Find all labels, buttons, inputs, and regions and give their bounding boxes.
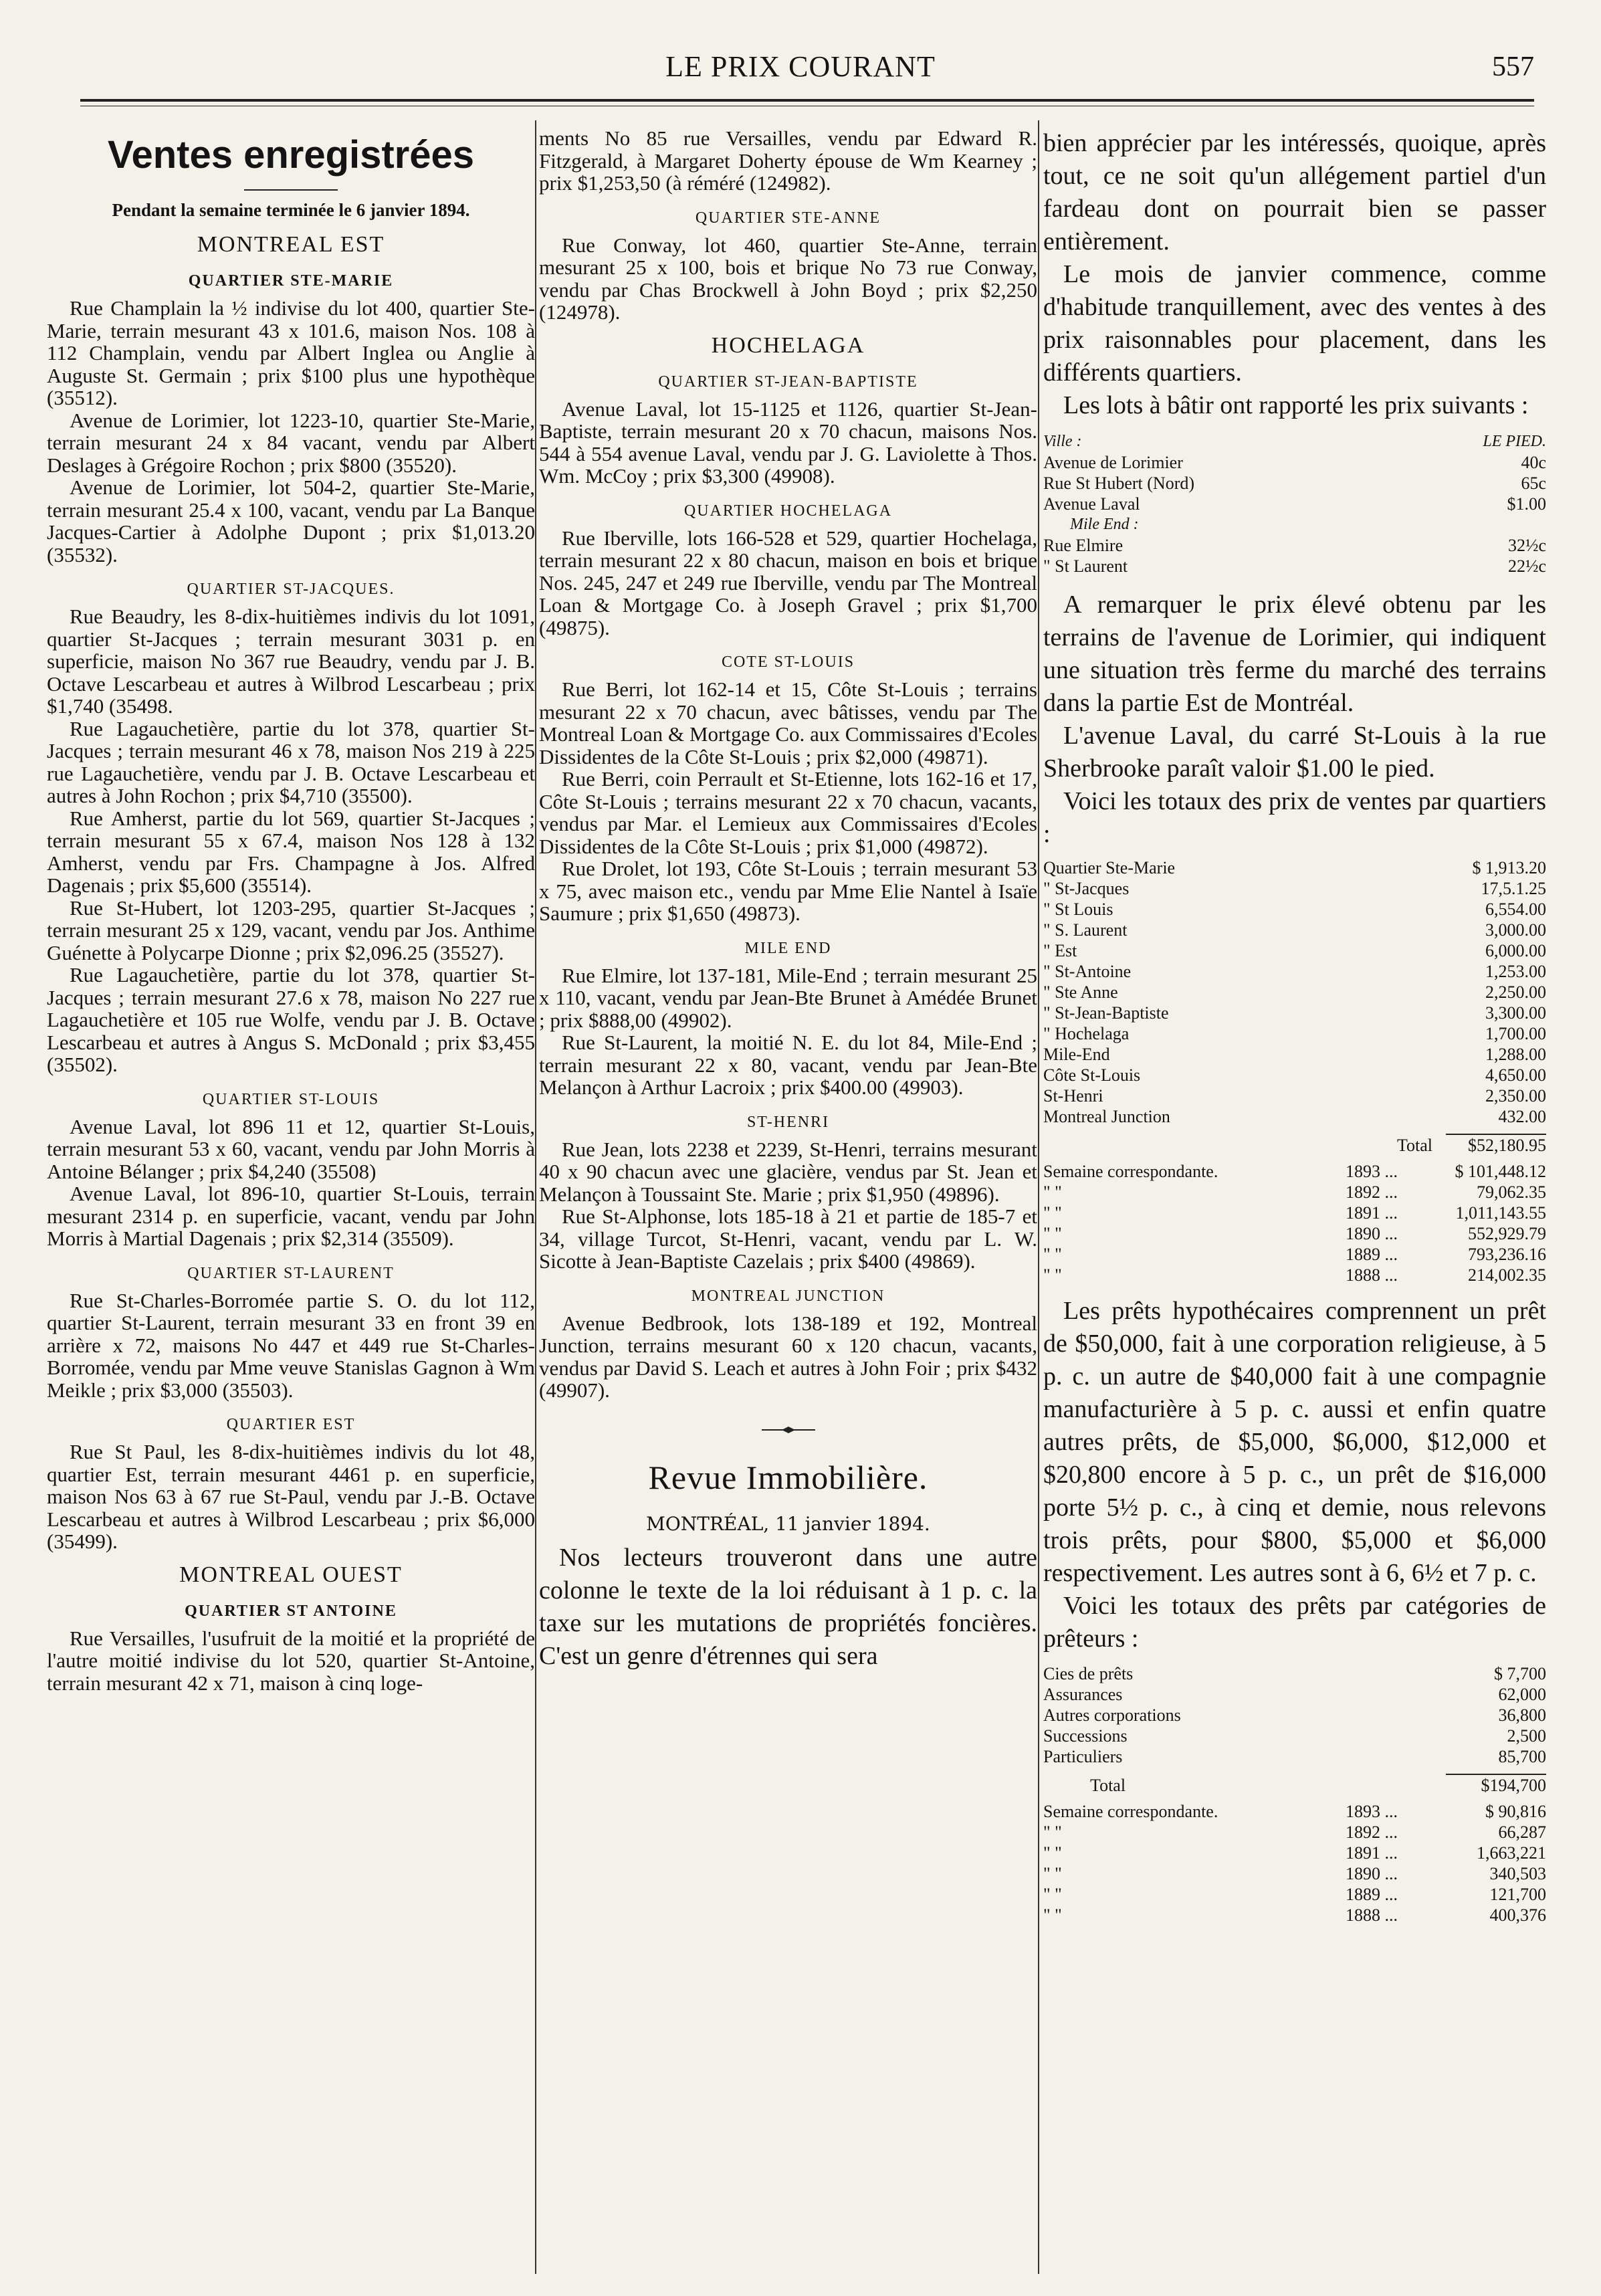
list-item-label: " St-Jacques (1043, 879, 1130, 898)
table-row (1043, 1863, 1546, 1884)
list-item-year: 1891 ... (1346, 1843, 1398, 1863)
table-row (1043, 857, 1546, 878)
total-value: $52,180.95 (1446, 1134, 1546, 1156)
table-row (1043, 1265, 1546, 1285)
title-rule (244, 189, 338, 191)
sale-entry: Rue St-Alphonse, lots 185-18 à 21 et partie de 185-7 et 34, village Turcot, St-Henri, vacant, vendu par L. W. Sicotte à Jean-Baptiste Cazelais ; prix $400 (49869). (539, 1205, 1037, 1273)
grand-total (1043, 1134, 1546, 1156)
table-row (1043, 940, 1546, 961)
sale-entry: Rue Versailles, l'usufruit de la moitié et la propriété de l'autre moitié indivise du lot 520, quartier St-Antoine, terrain mesurant 42 x 71, maison à cinq loge- (47, 1626, 535, 1695)
list-item-label: " " (1043, 1182, 1062, 1202)
running-title: LE PRIX COURANT (665, 50, 936, 83)
list-item-value: $ 101,448.12 (1455, 1162, 1546, 1181)
revue-paragraph: A remarquer le prix élevé obtenu par les terrains de l'avenue de Lorimier, qui indiquent une situation très ferme du marché des terrains dans la partie Est de Montréal. (1043, 591, 1546, 717)
list-item-value: $ 1,913.20 (1472, 858, 1546, 877)
grand-total-2 (1043, 1774, 1546, 1796)
sale-entry: Avenue de Lorimier, lot 504-2, quartier Ste-Marie, terrain mesurant 25.4 x 100, vacant, vendu par La Banque Jacques-Cartier à Adolphe Dupont ; prix $1,013.20 (35532). (47, 476, 535, 566)
table-row (1043, 1884, 1546, 1905)
table-row (1043, 1161, 1546, 1182)
sale-entry: Rue Beaudry, les 8-dix-huitièmes indivis du lot 1091, quartier St-Jacques ; terrain mesurant 3031 p. en superficie, maison No 367 rue Beaudry, vendu par J. B. Octave Lescarbeau et autres à Wilbrod Lescarbeau ; prix $1,740 (35498. (47, 605, 535, 718)
list-item-label: " " (1043, 1843, 1062, 1863)
list-item-value: 432.00 (1498, 1107, 1546, 1126)
list-item-value: 2,350.00 (1485, 1086, 1546, 1106)
table-row (1043, 1023, 1546, 1044)
sale-entry: Avenue Laval, lot 896 11 et 12, quartier St-Louis, terrain mesurant 53 x 60, vacant, vendu par John Morris à Antoine Bélanger ; prix $4,240 (35508) (47, 1114, 535, 1183)
table-row (1043, 1705, 1546, 1726)
list-item-label: Avenue de Lorimier (1043, 453, 1183, 472)
list-item-label: " " (1043, 1905, 1062, 1925)
revue-paragraph: Les lots à bâtir ont rapporté les prix suivants : (1063, 391, 1529, 419)
corresponding-week-table (1043, 1161, 1546, 1285)
quartier-heading: QUARTIER STE-MARIE (188, 272, 394, 290)
quartier-heading: QUARTIER ST-JACQUES. (187, 581, 395, 598)
list-item-value: 22½c (1507, 556, 1546, 576)
list-item-value: 214,002.35 (1468, 1265, 1546, 1285)
table-row (1043, 899, 1546, 920)
list-item-year: 1893 ... (1346, 1802, 1398, 1821)
column-2 (539, 127, 1037, 2267)
list-item-label: Successions (1043, 1726, 1128, 1746)
sale-entry: Avenue Bedbrook, lots 138-189 et 192, Montreal Junction, terrains mesurant 60 x 120 chacun, vacants, vendus par David S. Leach et autres à John Foir ; prix $432 (49907). (539, 1311, 1037, 1402)
table-row (1043, 1801, 1546, 1822)
sale-entry: Rue Elmire, lot 137-181, Mile-End ; terrain mesurant 25 x 110, vacant, vendu par Jean-Bte Brunet à Amédée Brunet ; prix $888,00 (49902). (539, 963, 1037, 1032)
revue-paragraph: Le mois de janvier commence, comme d'habitude tranquillement, avec des ventes à des prix raisonnables pour placement, dans les différents quartiers. (1043, 260, 1546, 387)
section-title: Ventes enregistrées (107, 133, 475, 177)
quartier-heading: QUARTIER ST-LOUIS (202, 1090, 380, 1108)
corresponding-week-table-2 (1043, 1801, 1546, 1925)
list-item-value: 1,700.00 (1485, 1024, 1546, 1043)
sale-entry: Rue St-Charles-Borromée partie S. O. du lot 112, quartier St-Laurent, terrain mesurant 33 en front 39 en arrière x 72, maisons No 447 et 449 rue St-Charles-Borromée, vendu par Mme veuve Stanislas Gagnon à Wm Meikle ; prix $3,000 (35503). (47, 1288, 535, 1402)
list-item-value: 3,300.00 (1485, 1003, 1546, 1023)
list-item-value: 17,5.1.25 (1481, 879, 1546, 898)
ornament-separator (762, 1422, 815, 1438)
revue-paragraph: Voici les totaux des prêts par catégories de prêteurs : (1043, 1592, 1546, 1653)
sale-entry: Rue Lagauchetière, partie du lot 378, quartier St-Jacques ; terrain mesurant 46 x 78, maison Nos 219 à 225 rue Lagauchetière, vendu par J. B. Octave Lescarbeau et autres à John Rochon ; prix $4,710 (35500). (47, 716, 535, 807)
list-item-label: " Est (1043, 941, 1077, 960)
list-item-label: " St-Antoine (1043, 962, 1132, 981)
district-heading: MONTREAL OUEST (179, 1562, 403, 1587)
list-item-value: 2,500 (1507, 1726, 1546, 1746)
list-item-year: 1893 ... (1346, 1162, 1398, 1181)
sale-entry: Rue St-Hubert, lot 1203-295, quartier St-Jacques ; terrain mesurant 25 x 129, vacant, vendu par Jos. Anthime Guénette à Polycarpe Dionne ; prix $2,096.25 (35527). (47, 896, 535, 964)
quartier-heading: QUARTIER ST ANTOINE (185, 1602, 397, 1620)
quartier-heading: QUARTIER ST-JEAN-BAPTISTE (658, 373, 918, 391)
table-row (1043, 1746, 1546, 1767)
list-item-value: 4,650.00 (1485, 1065, 1546, 1085)
list-item-value: 1,663,221 (1477, 1843, 1546, 1863)
list-item-value: 400,376 (1489, 1905, 1546, 1925)
table-row (1043, 1663, 1546, 1684)
table-row (1043, 1003, 1546, 1023)
list-item-label: " " (1043, 1885, 1062, 1904)
page-header (0, 49, 1601, 96)
list-item-value: $1.00 (1507, 494, 1546, 514)
list-item-label: Quartier Ste-Marie (1043, 858, 1176, 877)
sale-entry: Rue St Paul, les 8-dix-huitièmes indivis du lot 48, quartier Est, terrain mesurant 4461 p. en superficie, maison Nos 63 à 67 rue St-Paul, vendu par J.-B. Octave Lescarbeau et autres à Wilbrod Lescarbeau ; prix $6,000 (35499). (47, 1440, 535, 1553)
sale-entry: Rue Amherst, partie du lot 569, quartier St-Jacques ; terrain mesurant 55 x 67.4, maison Nos 128 à 132 Amherst, vendu par Frs. Champagne à Jos. Alfred Dagenais ; prix $5,600 (35514). (47, 806, 535, 897)
list-item-label: Rue Elmire (1043, 536, 1124, 555)
table-row (1043, 1843, 1546, 1863)
list-item-value: 66,287 (1498, 1822, 1546, 1842)
list-item-value: 1,011,143.55 (1455, 1203, 1546, 1223)
table-row (1043, 1182, 1546, 1203)
revue-paragraph: bien apprécier par les intéressés, quoique, après tout, ce ne soit qu'un allégement partiel d'un fardeau dont on pourrait bien se passer entièrement. (1043, 129, 1546, 255)
sale-entry: Rue St-Laurent, la moitié N. E. du lot 84, Mile-End ; terrain mesurant 22 x 80, vacant, vendu par Jean-Bte Melançon à Arthur Lacroix ; prix $400.00 (49903). (539, 1031, 1037, 1099)
revue-paragraph: L'avenue Laval, du carré St-Louis à la rue Sherbrooke paraît valoir $1.00 le pied. (1043, 722, 1546, 782)
column-1 (47, 127, 535, 2267)
list-item-value: 32½c (1507, 536, 1546, 555)
quartier-heading: QUARTIER HOCHELAGA (683, 502, 893, 520)
column-3 (1043, 127, 1546, 2267)
list-item-label: " S. Laurent (1043, 920, 1128, 940)
list-item-label: " St Laurent (1043, 556, 1128, 576)
list-item-year: 1890 ... (1346, 1224, 1398, 1243)
list-item-year: 1889 ... (1346, 1885, 1398, 1904)
lender-totals-table (1043, 1663, 1546, 1767)
section-subtitle: Pendant la semaine terminée le 6 janvier 1894. (112, 200, 470, 220)
list-item-value: 36,800 (1498, 1705, 1546, 1725)
total-value: $194,700 (1446, 1774, 1546, 1796)
table-row (1043, 878, 1546, 899)
revue-paragraph: Voici les totaux des prix de ventes par quartiers : (1043, 787, 1546, 848)
sale-entry: Rue Conway, lot 460, quartier Ste-Anne, terrain mesurant 25 x 100, bois et brique No 73 rue Conway, vendu par Chas Brockwell à John Boyd ; prix $2,250 (124978). (539, 233, 1037, 324)
list-item-year: 1888 ... (1346, 1265, 1398, 1285)
table-row (1043, 920, 1546, 940)
list-item-label: " " (1043, 1224, 1062, 1243)
list-item-value: $ 7,700 (1494, 1664, 1546, 1683)
quartier-heading: QUARTIER ST-LAURENT (187, 1264, 395, 1282)
list-item-value: $ 90,816 (1485, 1802, 1546, 1821)
table-row (1043, 1085, 1546, 1106)
list-item-year: 1892 ... (1346, 1822, 1398, 1842)
total-label: Total (1090, 1775, 1126, 1795)
list-item-label: " " (1043, 1864, 1062, 1883)
sale-entry: Rue Lagauchetière, partie du lot 378, quartier St-Jacques ; terrain mesurant 27.6 x 78, maison No 227 rue Lagauchetière et 105 rue Wolfe, vendu par J. B. Octave Lescarbeau et autres à Angus S. McDonald ; prix $3,455 (35502). (47, 963, 535, 1076)
list-item-value: 552,929.79 (1468, 1224, 1546, 1243)
table-row (1043, 1044, 1546, 1065)
lot-price-table (1043, 431, 1546, 577)
quartier-heading: QUARTIER EST (226, 1416, 356, 1433)
list-item-value: 6,000.00 (1485, 941, 1546, 960)
list-item-label: Mile-End (1043, 1045, 1110, 1064)
list-item-year: 1889 ... (1346, 1245, 1398, 1264)
sale-entry: Rue Drolet, lot 193, Côte St-Louis ; terrain mesurant 53 x 75, avec maison etc., vendu par Mme Elie Nantel à Isaïe Saumure ; prix $1,650 (49873). (539, 857, 1037, 925)
sale-entry: Avenue Laval, lot 15-1125 et 1126, quartier St-Jean-Baptiste, terrain mesurant 20 x 70 chacun, maisons Nos. 544 à 554 avenue Laval, vendu par J. G. Laviolette à Thos. Wm. McCoy ; prix $3,300 (49908). (539, 397, 1037, 488)
revue-paragraph: Les prêts hypothécaires comprennent un prêt de $50,000, fait à une corporation religieuse, à 5 p. c. un autre de $40,000 fait à une compagnie manufacturière à 5 p. c. aussi et enfin quatre autres prêts, de $5,000, $6,000, $12,000 et $20,800 encore à 5 p. c., un prêt de $16,000 porte 5½ p. c., à cinq et demie, nous relevons trois prêts, pour $800, $5,000 et $6,000 respectivement. Les autres sont à 6, 6½ et 7 p. c. (1043, 1297, 1546, 1587)
list-item-label: " St Louis (1043, 900, 1113, 919)
table-row (1043, 1203, 1546, 1223)
dateline: MONTRÉAL, 11 janvier 1894. (646, 1512, 930, 1535)
table-row (1043, 961, 1546, 982)
list-item-label: Particuliers (1043, 1747, 1123, 1766)
list-item-label: " Hochelaga (1043, 1024, 1130, 1043)
revue-title: Revue Immobilière. (648, 1458, 928, 1496)
total-label: Total (1396, 1135, 1432, 1155)
list-item-year: 1891 ... (1346, 1203, 1398, 1223)
list-item-label: " " (1043, 1203, 1062, 1223)
list-item-value: 340,503 (1489, 1864, 1546, 1883)
list-item-value: 85,700 (1498, 1747, 1546, 1766)
sale-entry: Avenue Laval, lot 896-10, quartier St-Louis, terrain mesurant 2314 p. en superficie, vacant, vendu par John Morris à Martial Dagenais ; prix $2,314 (35509). (47, 1182, 535, 1250)
list-item-value: 62,000 (1498, 1685, 1546, 1704)
district-heading: MONTREAL EST (197, 232, 385, 257)
list-item-label: Avenue Laval (1043, 494, 1140, 514)
list-item-value: 1,288.00 (1485, 1045, 1546, 1064)
sale-entry: Rue Iberville, lots 166-528 et 529, quartier Hochelaga, terrain mesurant 22 x 80 chacun, maison en bois et brique Nos. 245, 247 et 249 rue Iberville, vendu par The Montreal Loan & Mortgage Co. à Joseph Gravel ; prix $1,700 (49875). (539, 526, 1037, 639)
list-item-label: Montreal Junction (1043, 1107, 1170, 1126)
list-item-label: Semaine correspondante. (1043, 1802, 1218, 1821)
sale-entry: ments No 85 rue Versailles, vendu par Edward R. Fitzgerald, à Margaret Doherty épouse de Wm Kearney ; prix $1,253,50 (à réméré (124982). (539, 127, 1037, 195)
sale-entry: Rue Berri, coin Perrault et St-Etienne, lots 162-16 et 17, Côte St-Louis ; terrains mesurant 22 x 70 chacun, vacants, vendus par Mar. el Lemieux aux Commissaires d'Ecoles Dissidentes de la Côte St-Louis ; prix $1,000 (49872). (539, 767, 1037, 858)
column-rule-1 (535, 120, 536, 2274)
table-row (1043, 982, 1546, 1003)
table-header-right: LE PIED. (1483, 433, 1546, 450)
table-row (1043, 1726, 1546, 1746)
table-row (1043, 1106, 1546, 1127)
list-item-label: Rue St Hubert (Nord) (1043, 474, 1195, 493)
list-item-label: " St-Jean-Baptiste (1043, 1003, 1169, 1023)
sale-entry: Rue Champlain la ½ indivise du lot 400, quartier Ste-Marie, terrain mesurant 43 x 101.6, maison Nos. 108 à 112 Champlain, vendu par Albert Inglea ou Anglie à Auguste St. Germain ; prix $100 plus une hypothèque (35512). (47, 296, 535, 409)
list-item-value: 2,250.00 (1485, 982, 1546, 1002)
list-item-label: Côte St-Louis (1043, 1065, 1141, 1085)
table-row (1043, 1065, 1546, 1085)
list-item-value: 121,700 (1489, 1885, 1546, 1904)
district-heading: HOCHELAGA (711, 332, 865, 358)
page-number: 557 (1492, 51, 1534, 82)
list-item-value: 3,000.00 (1485, 920, 1546, 940)
list-item-label: " " (1043, 1245, 1062, 1264)
list-item-value: 6,554.00 (1485, 900, 1546, 919)
list-item-label: Assurances (1043, 1685, 1123, 1704)
list-item-label: Cies de prêts (1043, 1664, 1134, 1683)
list-item-value: 793,236.16 (1468, 1245, 1546, 1264)
column-rule-2 (1038, 120, 1039, 2274)
list-item-year: 1890 ... (1346, 1864, 1398, 1883)
quartier-heading: QUARTIER STE-ANNE (695, 209, 881, 227)
quartier-heading: ST-HENRI (746, 1113, 830, 1131)
list-item-label: Autres corporations (1043, 1705, 1181, 1725)
revue-body (539, 1542, 1037, 1673)
table-row (1043, 1684, 1546, 1705)
list-item-year: 1892 ... (1346, 1182, 1398, 1202)
list-item-value: 65c (1521, 474, 1546, 493)
list-item-label: " " (1043, 1822, 1062, 1842)
list-item-label: St-Henri (1043, 1086, 1103, 1106)
header-rule (80, 99, 1534, 102)
quartier-heading: MILE END (744, 939, 832, 957)
list-item-label: " Ste Anne (1043, 982, 1118, 1002)
quartier-heading: COTE ST-LOUIS (721, 653, 855, 671)
list-item-label: " " (1043, 1265, 1062, 1285)
table-header-left: Ville : (1043, 433, 1082, 450)
table-subheader: Mile End : (1070, 516, 1139, 533)
sale-entry: Rue Berri, lot 162-14 et 15, Côte St-Louis ; terrains mesurant 22 x 70 chacun, avec bâtisses, vendu par The Montreal Loan & Mortgage Co. aux Commissaires d'Ecoles Dissidentes de la Côte St-Louis ; prix $2,000 (49871). (539, 677, 1037, 768)
table-row (1043, 1905, 1546, 1925)
table-row (1043, 1244, 1546, 1265)
list-item-label: Semaine correspondante. (1043, 1162, 1218, 1181)
table-row (1043, 1223, 1546, 1244)
sale-entry: Avenue de Lorimier, lot 1223-10, quartier Ste-Marie, terrain mesurant 24 x 84 vacant, vendu par Albert Deslages à Grégoire Rochon ; prix $800 (35520). (47, 408, 535, 477)
list-item-year: 1888 ... (1346, 1905, 1398, 1925)
revue-paragraph: Nos lecteurs trouveront dans une autre colonne le texte de la loi réduisant à 1 p. c. la taxe sur les mutations de propriétés foncières. C'est un genre d'étrennes qui sera (539, 1543, 1037, 1670)
list-item-value: 1,253.00 (1485, 962, 1546, 981)
table-row (1043, 1822, 1546, 1843)
list-item-value: 40c (1521, 453, 1546, 472)
list-item-value: 79,062.35 (1477, 1182, 1546, 1202)
quartier-heading: MONTREAL JUNCTION (691, 1287, 885, 1305)
quartier-totals-table (1043, 857, 1546, 1127)
sale-entry: Rue Jean, lots 2238 et 2239, St-Henri, terrains mesurant 40 x 90 chacun avec une glacière, vendus par St. Jean et Melançon à Toussaint Ste. Marie ; prix $1,950 (49896). (539, 1137, 1037, 1206)
